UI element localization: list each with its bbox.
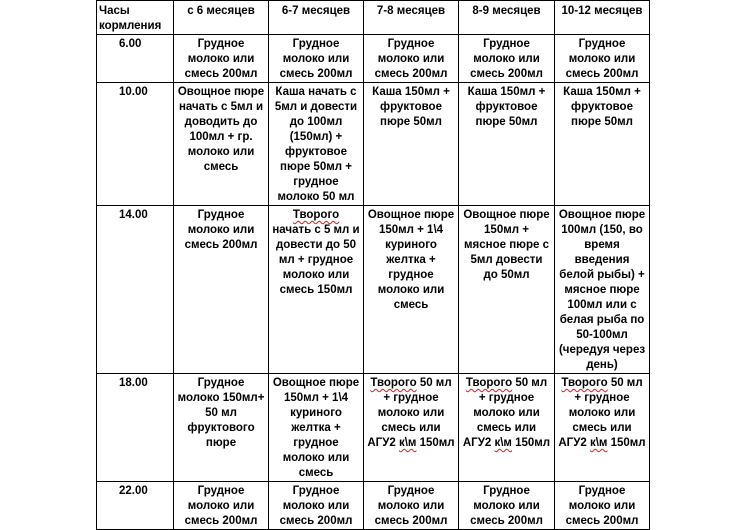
table-cell: Творого начать с 5 мл и довести до 50 мл + грудное молоко или смесь 150мл: [269, 206, 364, 374]
spellcheck-underlined-word: Творого: [292, 209, 340, 221]
table-cell: Овощное пюре 100мл (150, во время введения белой рыбы) + мясное пюре 100мл или с белая рыба по 50-100мл (чередуя через день): [555, 206, 650, 374]
table-cell: Грудное молоко или смесь 200мл: [555, 35, 650, 83]
table-cell: Каша 150мл + фруктовое пюре 50мл: [364, 83, 459, 206]
table-cell: Творого 50 мл + грудное молоко или смесь или АГУ2 к\м 150мл: [555, 374, 650, 482]
spellcheck-underlined-word: к\м: [494, 437, 512, 449]
table-cell: Грудное молоко или смесь 200мл: [269, 35, 364, 83]
table-cell: Творого 50 мл + грудное молоко или смесь или АГУ2 к\м 150мл: [459, 374, 555, 482]
feeding-time: 18.00: [97, 374, 174, 482]
table-row: [97, 482, 650, 530]
table-row: [97, 83, 650, 206]
table-cell: Каша начать с 5мл и довести до 100мл (150мл) + фруктовое пюре 50мл + грудное молоко 50 мл: [269, 83, 364, 206]
table-cell: Овощное пюре 150мл + мясное пюре с 5мл довести до 50мл: [459, 206, 555, 374]
spellcheck-underlined-word: Творого: [370, 377, 417, 389]
spellcheck-underlined-word: к\м: [398, 437, 417, 449]
feeding-time: 10.00: [97, 83, 174, 206]
table-cell: Грудное молоко или смесь 200мл: [174, 35, 269, 83]
header-age-7-8: 7-8 месяцев: [364, 1, 459, 35]
table-cell: Грудное молоко или смесь 200мл: [459, 482, 555, 530]
table-cell: Овощное пюре 150мл + 1\4 куриного желтка + грудное молоко или смесь: [269, 374, 364, 482]
header-row: [97, 1, 650, 35]
table-cell: Овощное пюре 150мл + 1\4 куриного желтка + грудное молоко или смесь: [364, 206, 459, 374]
spellcheck-underlined-word: Творого: [561, 377, 608, 389]
feeding-time: 22.00: [97, 482, 174, 530]
table-row: [97, 374, 650, 482]
table-cell: Грудное молоко или смесь 200мл: [269, 482, 364, 530]
header-age-10-12: 10-12 месяцев: [555, 1, 650, 35]
table-cell: Грудное молоко или смесь 200мл: [174, 206, 269, 374]
spellcheck-underlined-word: Творого: [465, 377, 513, 389]
table-cell: Грудное молоко или смесь 200мл: [459, 35, 555, 83]
table-row: [97, 35, 650, 83]
spellcheck-underlined-word: к\м: [589, 437, 608, 449]
table-cell: Грудное молоко 150мл+ 50 мл фруктового пюре: [174, 374, 269, 482]
table-cell: Грудное молоко или смесь 200мл: [364, 35, 459, 83]
header-age-6-7: 6-7 месяцев: [269, 1, 364, 35]
table-cell: Каша 150мл + фруктовое пюре 50мл: [459, 83, 555, 206]
table-cell: Каша 150мл + фруктовое пюре 50мл: [555, 83, 650, 206]
table-row: [97, 206, 650, 374]
table-cell: Творого 50 мл + грудное молоко или смесь или АГУ2 к\м 150мл: [364, 374, 459, 482]
table-cell: Грудное молоко или смесь 200мл: [364, 482, 459, 530]
header-hours: Часы кормления: [97, 1, 174, 35]
feeding-time: 6.00: [97, 35, 174, 83]
header-age-8-9: 8-9 месяцев: [459, 1, 555, 35]
feeding-time: 14.00: [97, 206, 174, 374]
table-cell: Грудное молоко или смесь 200мл: [174, 482, 269, 530]
table-cell: Овощное пюре начать с 5мл и доводить до 100мл + гр. молоко или смесь: [174, 83, 269, 206]
feeding-schedule-table: [96, 0, 650, 530]
header-age-6: с 6 месяцев: [174, 1, 269, 35]
table-cell: Грудное молоко или смесь 200мл: [555, 482, 650, 530]
